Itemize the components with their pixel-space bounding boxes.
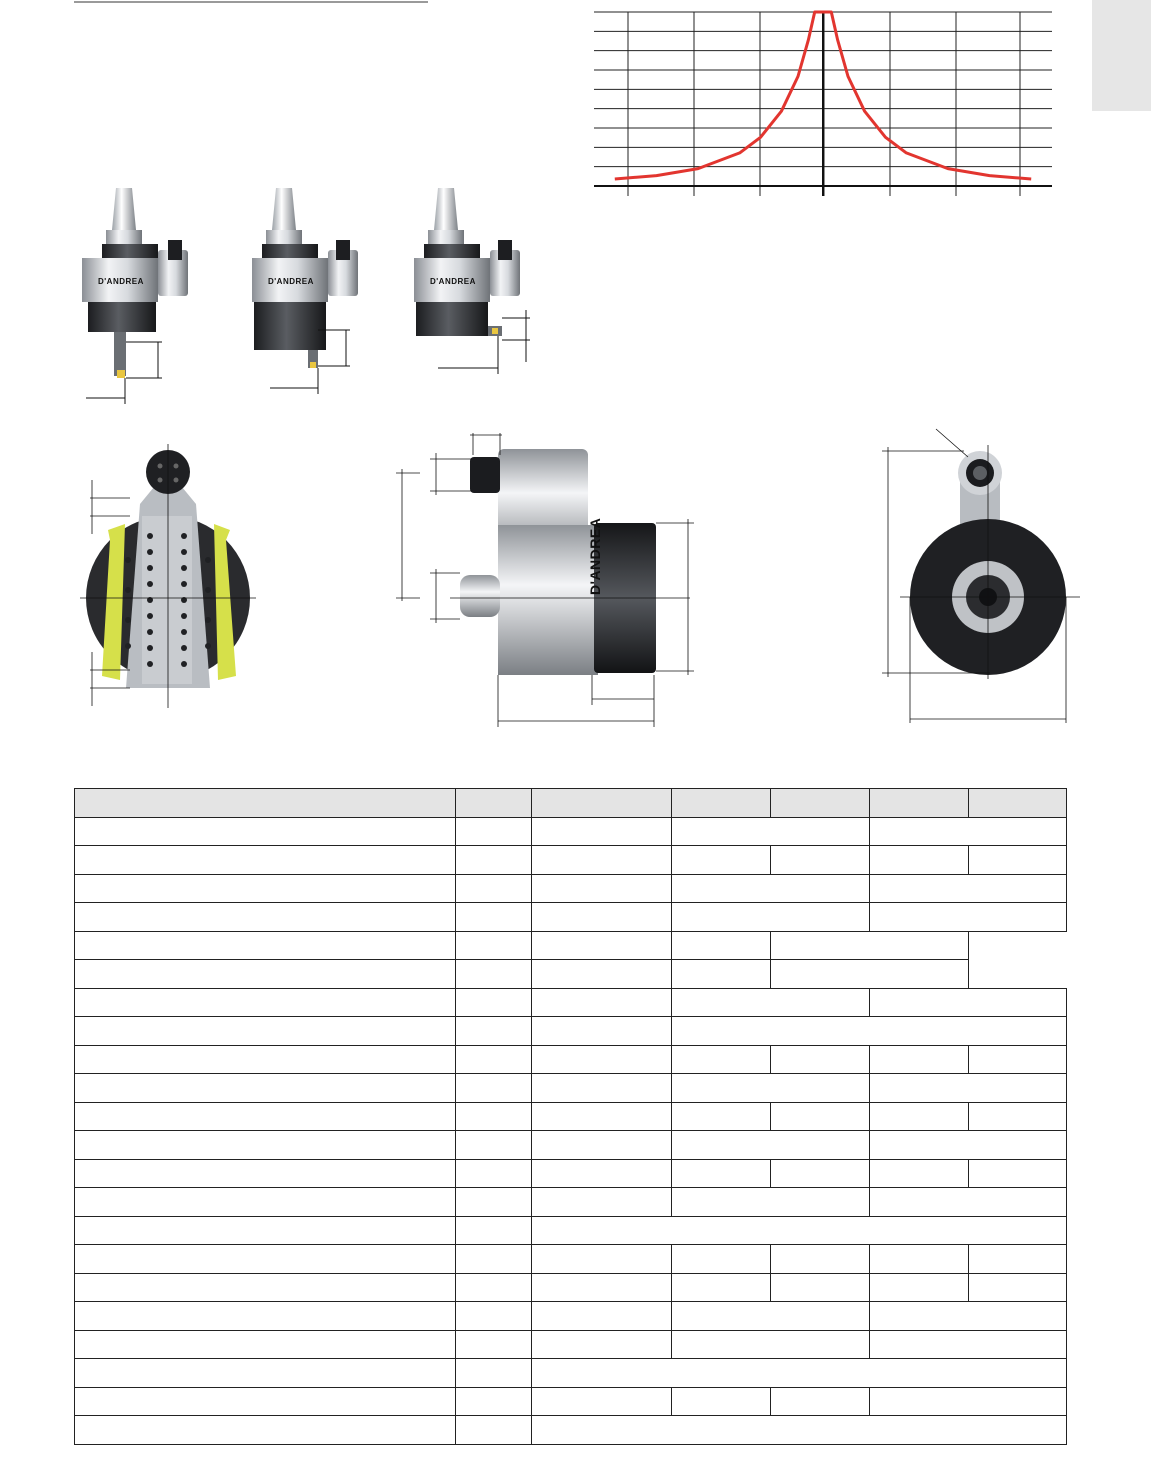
table-cell <box>771 846 870 875</box>
table-cell <box>456 1216 532 1245</box>
table-cell <box>672 1131 870 1160</box>
table-row <box>75 1074 1067 1103</box>
drawing-front-view <box>880 425 1090 735</box>
table-cell <box>75 1416 456 1445</box>
table-header-cell <box>456 789 532 818</box>
table-cell <box>870 1245 969 1274</box>
table-cell <box>75 1387 456 1416</box>
table-row <box>75 1273 1067 1302</box>
product-photo-2 <box>252 188 358 394</box>
table-cell <box>532 1017 672 1046</box>
table-row <box>75 1045 1067 1074</box>
table-cell <box>672 1273 771 1302</box>
stiffness-chart <box>590 6 1060 198</box>
table-cell <box>456 903 532 932</box>
table-row <box>75 1245 1067 1274</box>
table-cell <box>456 1359 532 1388</box>
product-photo-3 <box>414 188 530 374</box>
table-row <box>75 1017 1067 1046</box>
drawing-top-view <box>80 440 260 710</box>
table-row <box>75 960 1067 989</box>
header-rule <box>74 1 428 3</box>
table-cell <box>532 1273 672 1302</box>
table-cell <box>870 1045 969 1074</box>
table-cell <box>456 846 532 875</box>
table-cell <box>456 1045 532 1074</box>
table-row <box>75 1330 1067 1359</box>
table-cell <box>532 1416 1067 1445</box>
table-cell <box>672 1387 771 1416</box>
table-cell <box>672 874 870 903</box>
table-row <box>75 1359 1067 1388</box>
section-tab <box>1092 0 1151 111</box>
table-cell <box>532 1131 672 1160</box>
table-cell <box>672 1102 771 1131</box>
table-cell <box>532 817 672 846</box>
table-cell <box>456 1188 532 1217</box>
table-cell <box>870 1302 1067 1331</box>
table-cell <box>672 1074 870 1103</box>
table-cell <box>532 903 672 932</box>
table-cell <box>672 1330 870 1359</box>
table-cell <box>672 846 771 875</box>
table-cell <box>75 1017 456 1046</box>
table-cell <box>532 1188 672 1217</box>
table-row <box>75 931 1067 960</box>
table-cell <box>969 1273 1067 1302</box>
table-cell <box>75 1359 456 1388</box>
table-row <box>75 988 1067 1017</box>
table-cell <box>771 1245 870 1274</box>
table-cell <box>870 1074 1067 1103</box>
table-cell <box>969 1245 1067 1274</box>
table-cell <box>456 1416 532 1445</box>
table-cell <box>75 960 456 989</box>
table-cell <box>870 874 1067 903</box>
table-cell <box>532 1045 672 1074</box>
table-cell <box>672 1159 771 1188</box>
table-cell <box>456 960 532 989</box>
table-cell <box>456 1302 532 1331</box>
logo-text-1: D'ANDREA <box>98 277 144 286</box>
table-cell <box>870 846 969 875</box>
table-cell <box>672 1017 1067 1046</box>
table-cell <box>75 1102 456 1131</box>
table-row <box>75 903 1067 932</box>
table-cell <box>456 1387 532 1416</box>
table-cell <box>532 988 672 1017</box>
table-cell <box>672 1188 870 1217</box>
table-cell <box>969 1045 1067 1074</box>
table-cell <box>456 1245 532 1274</box>
table-cell <box>532 960 672 989</box>
table-cell <box>75 1302 456 1331</box>
chart-axes <box>594 12 1052 196</box>
table-cell <box>456 1102 532 1131</box>
table-cell <box>870 1102 969 1131</box>
logo-text-2: D'ANDREA <box>268 277 314 286</box>
table-cell <box>75 903 456 932</box>
table-cell <box>870 1131 1067 1160</box>
table-row <box>75 846 1067 875</box>
table-row <box>75 1387 1067 1416</box>
table-cell <box>969 846 1067 875</box>
table-cell <box>870 988 1067 1017</box>
table-cell <box>75 1045 456 1074</box>
table-cell <box>532 1074 672 1103</box>
table-cell <box>672 931 771 960</box>
table-cell <box>870 1273 969 1302</box>
table-header-row <box>75 789 1067 818</box>
table-cell <box>771 1045 870 1074</box>
table-cell <box>456 1017 532 1046</box>
table-cell <box>75 1216 456 1245</box>
table-cell <box>771 931 969 960</box>
table-cell <box>870 1188 1067 1217</box>
table-cell <box>532 1330 672 1359</box>
table-cell <box>532 1102 672 1131</box>
table-header-cell <box>771 789 870 818</box>
table-cell <box>456 817 532 846</box>
table-row <box>75 874 1067 903</box>
table-cell <box>672 1245 771 1274</box>
table-cell <box>456 1330 532 1359</box>
table-cell <box>870 1387 1067 1416</box>
table-cell <box>75 846 456 875</box>
table-row <box>75 1102 1067 1131</box>
product-photos <box>60 180 580 410</box>
table-cell <box>672 960 771 989</box>
table-cell <box>456 1131 532 1160</box>
table-cell <box>870 1330 1067 1359</box>
table-cell <box>771 960 969 989</box>
specification-table <box>74 788 1067 1445</box>
table-cell <box>672 1045 771 1074</box>
table-cell <box>75 931 456 960</box>
table-cell <box>75 1330 456 1359</box>
table-cell <box>771 1387 870 1416</box>
table-header-cell <box>969 789 1067 818</box>
table-cell <box>870 1159 969 1188</box>
table-cell <box>672 988 870 1017</box>
table-row <box>75 1416 1067 1445</box>
table-cell <box>532 1159 672 1188</box>
table-header-cell <box>75 789 456 818</box>
table-cell <box>771 1102 870 1131</box>
logo-text-3: D'ANDREA <box>430 277 476 286</box>
table-cell <box>75 1131 456 1160</box>
table-row <box>75 1302 1067 1331</box>
table-cell <box>75 1159 456 1188</box>
table-cell <box>969 1102 1067 1131</box>
table-cell <box>456 931 532 960</box>
table-cell <box>771 1159 870 1188</box>
table-cell <box>532 1359 1067 1388</box>
table-cell <box>532 846 672 875</box>
table-cell <box>532 1245 672 1274</box>
table-cell <box>456 874 532 903</box>
table-cell <box>456 1273 532 1302</box>
table-cell <box>75 1074 456 1103</box>
table-cell <box>75 874 456 903</box>
table-row <box>75 1131 1067 1160</box>
table-cell <box>532 1302 672 1331</box>
table-cell <box>75 817 456 846</box>
table-cell <box>456 988 532 1017</box>
drawing-side-view <box>390 425 700 735</box>
table-cell <box>672 817 870 846</box>
table-cell <box>672 903 870 932</box>
table-header-cell <box>870 789 969 818</box>
table-cell <box>456 1159 532 1188</box>
table-header-cell <box>672 789 771 818</box>
table-cell <box>672 1302 870 1331</box>
table-row <box>75 1188 1067 1217</box>
table-cell <box>532 931 672 960</box>
table-cell <box>456 1074 532 1103</box>
table-row <box>75 1216 1067 1245</box>
table-cell <box>771 1273 870 1302</box>
table-cell <box>532 874 672 903</box>
logo-text-side: D'ANDREA <box>587 517 603 595</box>
table-cell <box>75 988 456 1017</box>
table-cell <box>870 817 1067 846</box>
table-cell <box>969 1159 1067 1188</box>
table-cell <box>532 1387 672 1416</box>
table-header-cell <box>532 789 672 818</box>
table-row <box>75 817 1067 846</box>
product-photo-1 <box>82 188 188 404</box>
table-cell <box>75 1188 456 1217</box>
table-row <box>75 1159 1067 1188</box>
table-cell <box>75 1245 456 1274</box>
table-cell <box>532 1216 1067 1245</box>
table-cell <box>75 1273 456 1302</box>
table-cell <box>870 903 1067 932</box>
